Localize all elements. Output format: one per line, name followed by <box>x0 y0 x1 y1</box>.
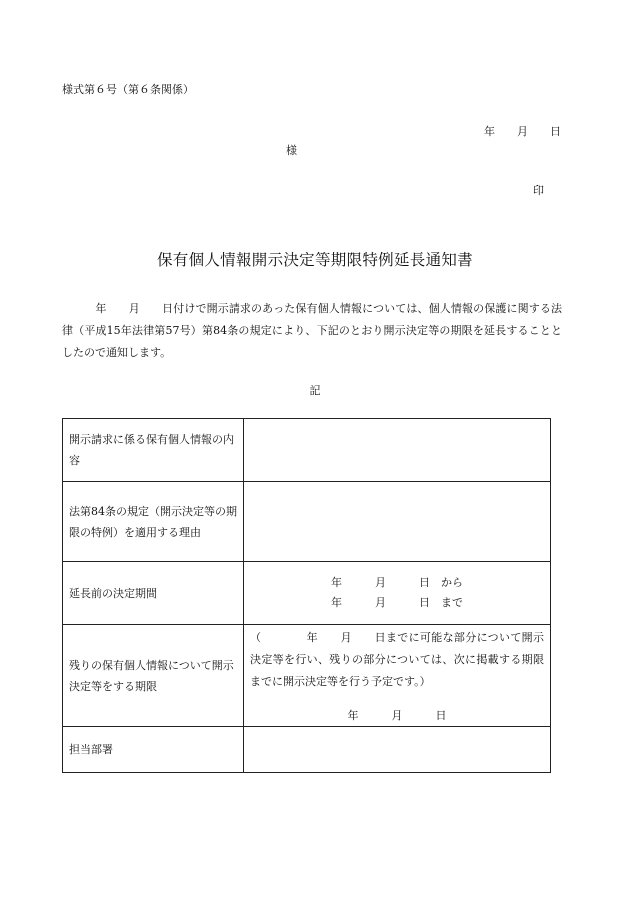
date-year: 年 <box>484 125 495 138</box>
date-month: 月 <box>517 125 528 138</box>
table-row <box>63 562 551 625</box>
row-label-original-period: 延長前の決定期間 <box>63 562 244 625</box>
details-table <box>62 418 551 773</box>
row-label-requested-info: 開示請求に係る保有個人情報の内容 <box>63 419 244 482</box>
table-row <box>63 419 551 482</box>
row-value-department <box>244 727 551 773</box>
row-value-original-period <box>244 562 551 625</box>
document-title: 保有個人情報開示決定等期限特例延長通知書 <box>156 251 473 269</box>
deadline-note: （ 年 月 日までに可能な部分について開示決定等を行い、残りの部分については、次に掲載する期限までに開示決定等を行う予定です。） <box>250 630 544 688</box>
table-row <box>63 727 551 773</box>
row-label-remaining-deadline: 残りの保有個人情報について開示決定等をする期限 <box>63 625 244 727</box>
row-value-remaining-deadline <box>244 625 551 727</box>
row-value-requested-info <box>244 419 551 482</box>
addressee-suffix: 様 <box>286 144 297 157</box>
period-from: 年 月 日 から <box>331 576 463 589</box>
row-value-reason <box>244 482 551 562</box>
seal-mark: 印 <box>533 184 544 197</box>
period-to: 年 月 日 まで <box>331 596 463 609</box>
ki-heading: 記 <box>309 384 321 397</box>
deadline-date: 年 月 日 <box>347 708 447 722</box>
issue-date <box>484 123 561 139</box>
notice-body: 年 月 日付けで開示請求のあった保有個人情報については、個人情報の保護に関する法律（平成15年法律第57号）第84条の規定により、下記のとおり開示決定等の期限を延長することとしたので通知します。 <box>62 302 562 359</box>
row-label-reason: 法第84条の規定（開示決定等の期限の特例）を適用する理由 <box>63 482 244 562</box>
row-label-department: 担当部署 <box>63 727 244 773</box>
table-row <box>63 482 551 562</box>
form-number: 様式第６号（第６条関係） <box>62 83 194 96</box>
date-day: 日 <box>550 125 561 138</box>
table-row <box>63 625 551 727</box>
